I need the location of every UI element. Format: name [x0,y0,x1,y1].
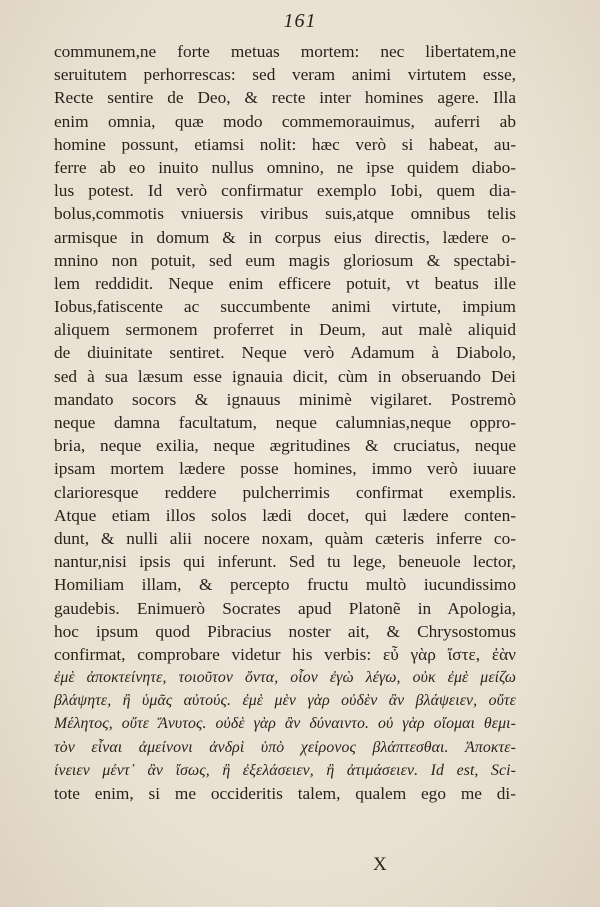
text-line: seruitutem perhorrescas: sed veram animi virtutem esse, [54,65,516,85]
text-line: enim omnia, quæ modo commemorauimus, auferri ab [54,111,516,131]
text-line: mnino non potuit, sed eum magis gloriosum & spectabi- [54,250,516,270]
text-line: lus potest. Id verò confirmatur exemplo Iobi, quem dia- [54,181,516,201]
text-line: ἐμὲ ἀποκτείνητε, τοιοῦτον ὄντα, οἷον ἐγὼ λέγω, οὐκ ἐμὲ μείζω [54,669,516,687]
text-line: sed à sua læsum esse ignauia dicit, cùm in obseruando Dei [54,366,516,386]
text-line: armisque in domum & in corpus eius directis, lædere o- [54,227,516,247]
text-line: bria, neque exilia, neque ægritudines & cruciatus, neque [54,436,516,456]
text-line: ipsam mortem lædere posse homines, immo verò iuuare [54,459,516,479]
text-line: τὸν εἶναι ἀμείνονι ἀνδρὶ ὑπὸ χείρονος βλάπτεσθαι. Ἀποκτε- [54,738,516,756]
text-line: Homiliam illam, & percepto fructu multò iucundissimo [54,575,516,595]
text-line: Μέλητος, οὔτε Ἄνυτος. οὐδὲ γὰρ ἂν δύναιντο. οὐ γὰρ οἴομαι θεμι- [54,715,516,733]
text-line: homine possunt, etiamsi nolit: hæc verò si habeat, au- [54,134,516,154]
text-line: gaudebis. Enimuerò Socrates apud Platonẽ in Apologia, [54,598,516,618]
text-line: Iobus,fatiscente ac succumbente animi virtute, impium [54,297,516,317]
page-number: 161 [283,10,317,32]
text-line: lem reddidit. Neque enim efficere potuit, vt beatus ille [54,273,516,293]
text-line: Recte sentire de Deo, & recte inter homines agere. Illa [54,88,516,108]
signature-mark: X [373,854,388,875]
text-line: nantur,nisi ipsis qui inferunt. Sed tu lege, beneuole lector, [54,552,516,572]
text-line: hoc ipsum quod Pibracius noster ait, & Chrysostomus [54,621,516,641]
text-line: Atque etiam illos solos lædi docet, qui lædere conten- [54,505,516,525]
text-line: ferre ab eo inuito nullus omnino, ne ipse quidem diabo- [54,157,516,177]
text-line: tote enim, si me occideritis talem, qualem ego me di- [54,784,516,803]
text-line: de diuinitate sentiret. Neque verò Adamum à Diabolo, [54,343,516,363]
text-line: confirmat, comprobare videtur his verbis: εὖ γὰρ ἴστε, ἐὰν [54,644,516,664]
text-line: neque damna facultatum, neque calumnias,neque oppro- [54,413,516,432]
text-line: mandato socors & ignauus minimè vigilaret. Postremò [54,389,516,409]
text-line: ίνειεν μέντ᾽ ἂν ἴσως, ἢ ἐξελάσειεν, ἢ ἀτιμάσειεν. Id est, Sci- [54,761,516,779]
body-text [54,40,516,805]
text-line: aliquem sermonem proferret in Deum, aut malè aliquid [54,320,516,340]
text-line: bolus,commotis vniuersis viribus suis,atque omnibus telis [54,204,516,224]
text-line: dunt, & nulli alii nocere noxam, quàm cæteris inferre co- [54,528,516,548]
text-line: βλάψητε, ἢ ὑμᾶς αὐτούς. ἐμὲ μὲν γὰρ οὐδὲν ἂν βλάψειεν, οὔτε [54,692,516,710]
text-line: clarioresque reddere pulcherrimis confirmat exemplis. [54,482,516,502]
text-line: communem,ne forte metuas mortem: nec libertatem,ne [54,42,516,61]
